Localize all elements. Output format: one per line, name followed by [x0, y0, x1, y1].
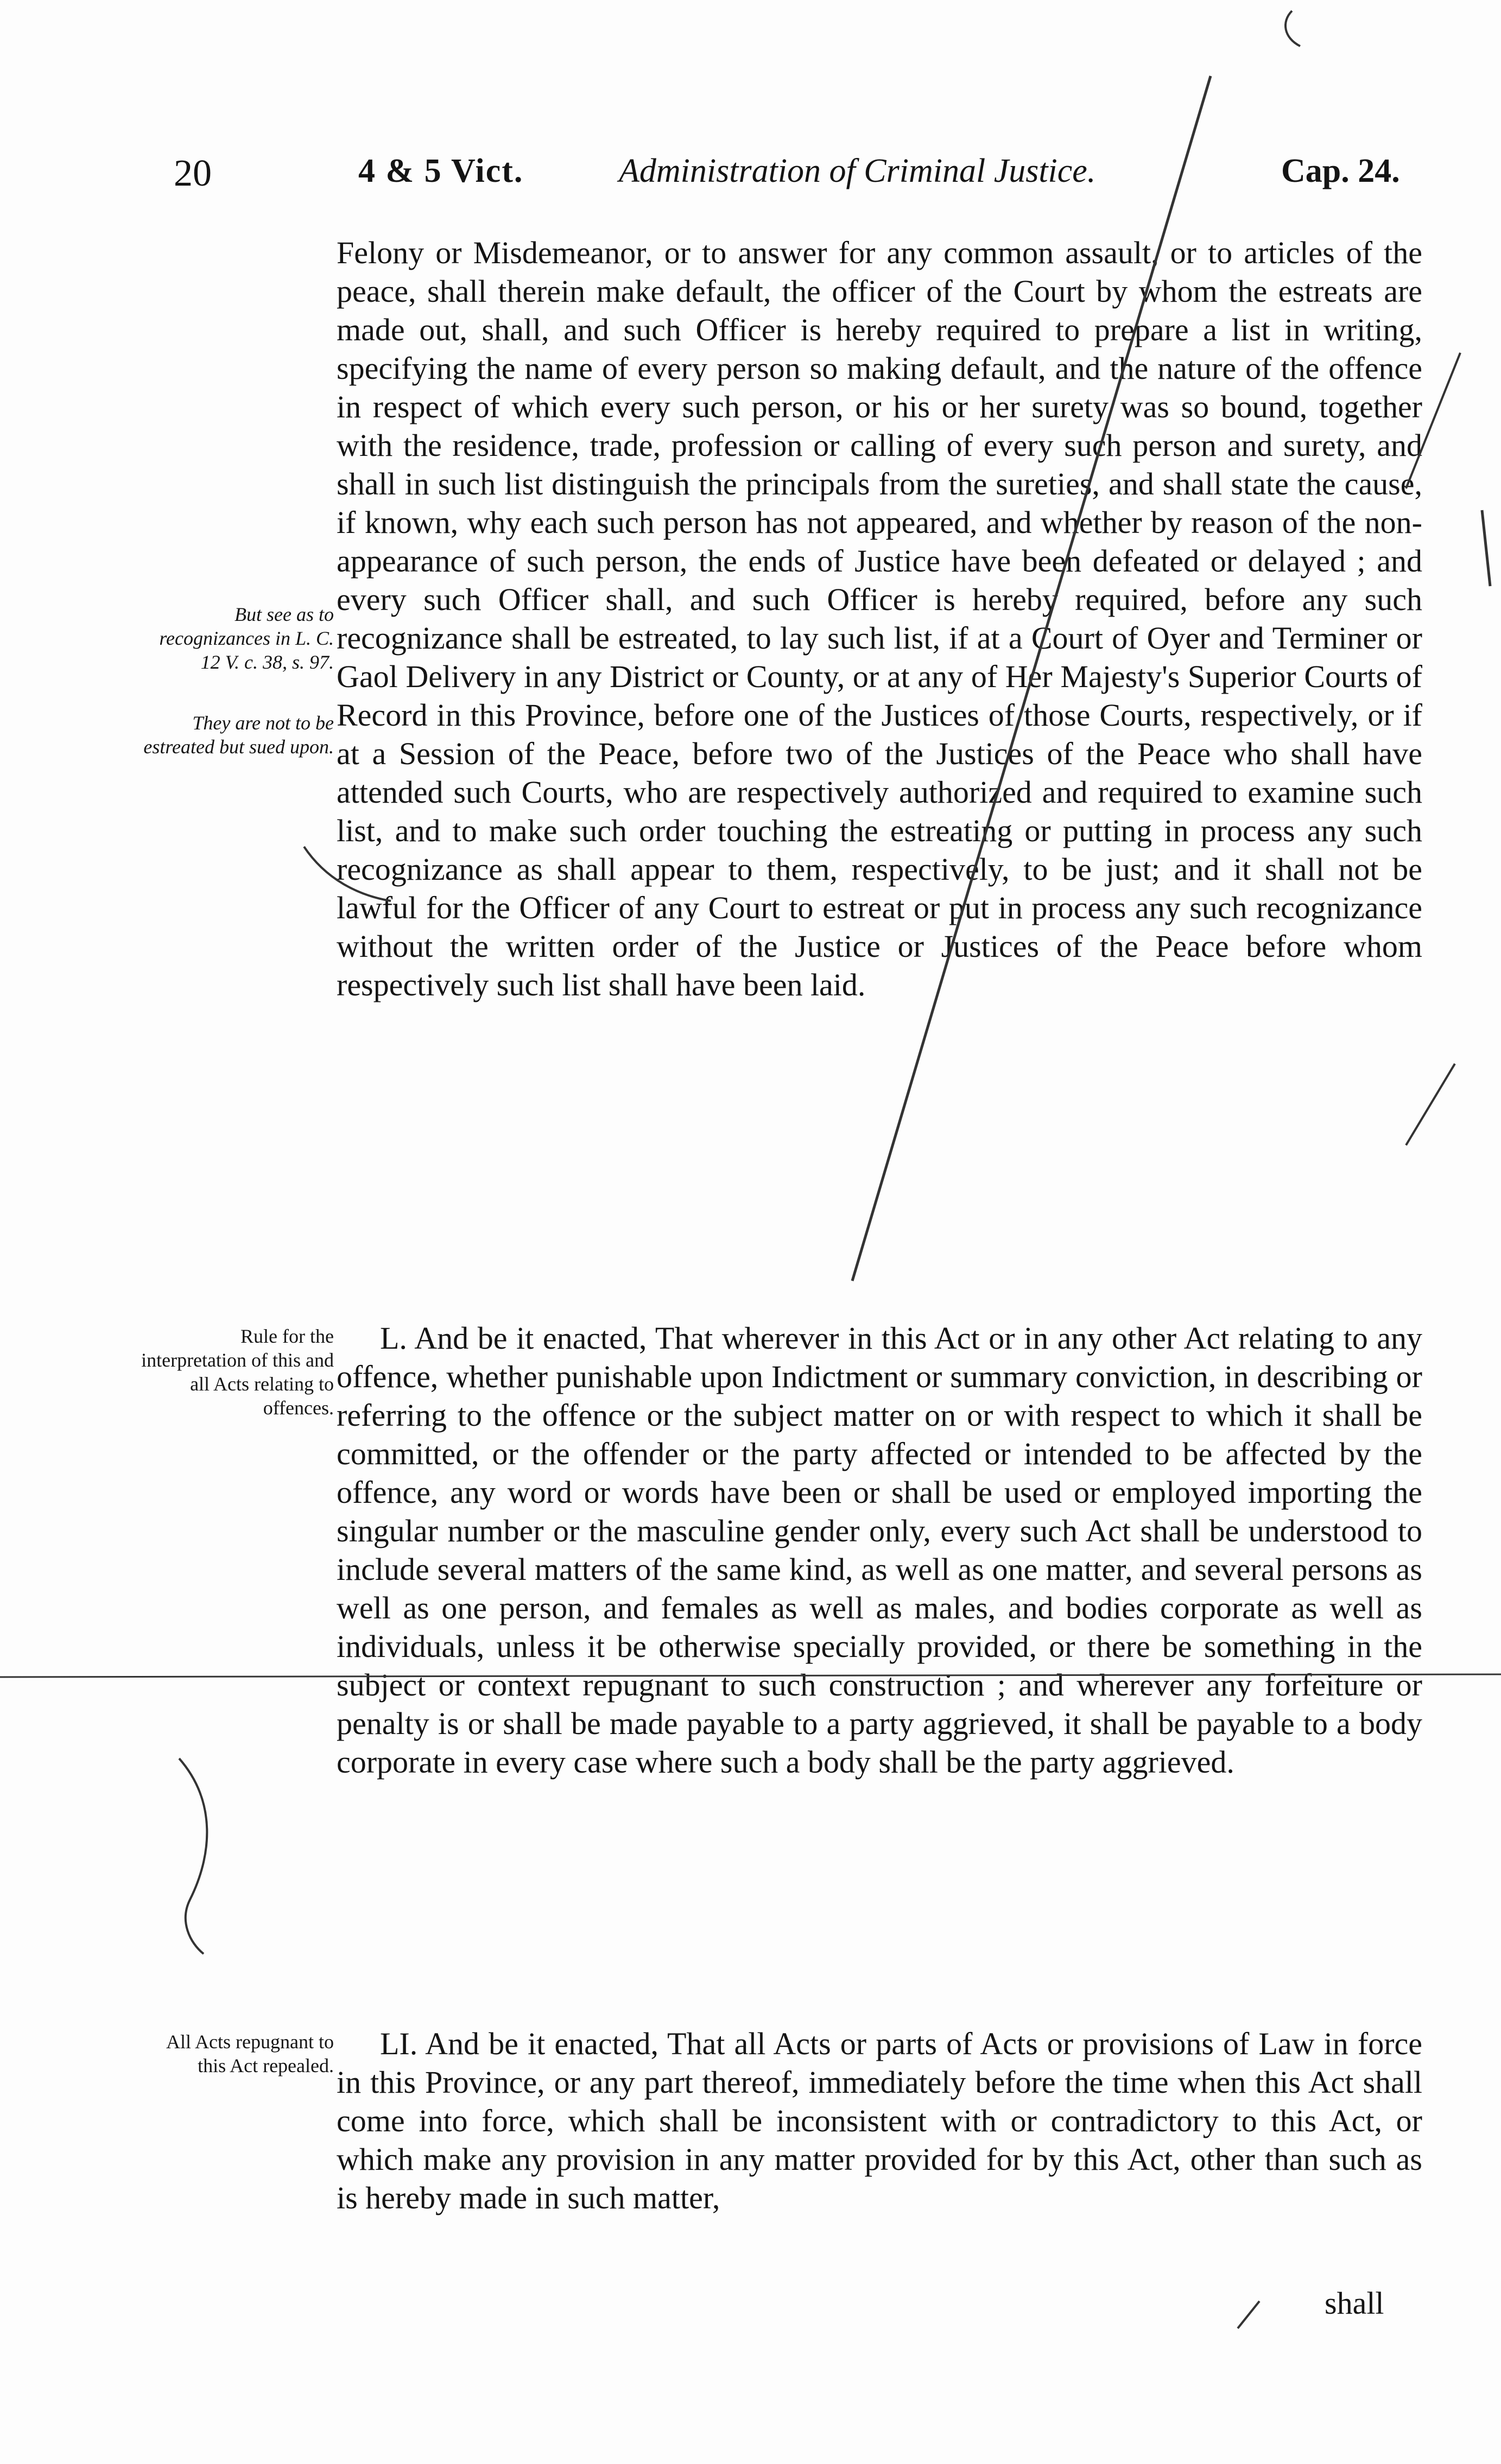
- margin-note-acts-repealed: All Acts repugnant to this Act repealed.: [166, 2031, 334, 2076]
- paragraph-section-50: L. And be it enacted, That wherever in this Act or in any other Act relating to any offence, whether punishable upon Indictment or summary conviction, in describing or referring to the offence or the subject matter on or with respect to which it shall be committed, or the offender or the party affected or intended to be affected by the offence, any word or words have been or shall be used or employed importing the singular number or the masculine gender only, every such Act shall be understood to include several matters of the same kind, as well as one matter, and several persons as well as one person, and females as well as males, and bodies corporate as well as individuals, unless it be otherwise specially provided, or there be something in the subject or context repugnant to such construction ; and wherever any forfeiture or penalty is or shall be made payable to a party aggrieved, it shall be payable to a body corporate in every case where such a body shall be the party aggrieved.: [337, 1320, 1422, 1780]
- regnal-year: 4 & 5 Vict.: [358, 153, 524, 189]
- catchword: shall: [1325, 2285, 1384, 2321]
- right-margin-bar: [1482, 510, 1490, 586]
- right-margin-stroke-middle: [1406, 1064, 1455, 1145]
- margin-note-interpretation: Rule for the interpretation of this and all Acts relating to offences.: [141, 1325, 334, 1419]
- page-header: [163, 152, 1444, 212]
- paragraph-section-51: LI. And be it enacted, That all Acts or parts of Acts or provisions of Law in force in this Province, or any part thereof, immediately before the time when this Act shall come into force, which shall be inconsistent with or contradictory to this Act, or which make any provision in any matter provided for by this Act, other than such as is hereby made in such matter,: [337, 2026, 1422, 2215]
- margin-note-recognizances: But see as to recognizances in L. C. 12 V. c. 38, s. 97.: [159, 604, 334, 673]
- left-wavy-bracket: [179, 1758, 207, 1954]
- page-number: 20: [174, 153, 212, 194]
- chapter-number: Cap. 24.: [1281, 153, 1400, 189]
- paragraph-continuation: Felony or Misdemeanor, or to answer for any common assault, or to articles of the peace, shall therein make default, the officer of the Court by whom the estreats are made out, shall, and such Officer is hereby required to prepare a list in writing, specifying the name of every person so making default, and the nature of the offence in respect of which every such person, or his or her surety was so bound, together with the residence, trade, profession or calling of every such person and surety, and shall in such list distinguish the principals from the sureties, and shall state the cause, if known, why each such person has not appeared, and whether by reason of the non-appearance of such person, the ends of Justice have been defeated or delayed ; and every such Officer shall, and such Officer is hereby required, before any such recognizance shall be estreated, to lay such list, if at a Court of Oyer and Terminer or Gaol Delivery in any District or County, or at any of Her Majesty's Superior Courts of Record in this Province, before one of the Justices of those Courts, respectively, or if at a Session of the Peace, before two of the Justices of the Peace who shall have attended such Courts, who are respectively authorized and required to examine such list, and to make such order touching the estreating or putting in process any such recognizance as shall appear to them, respectively, to be just; and it shall not be lawful for the Officer of any Court to estreat or put in process any such recognizance without the written order of the Justice or Justices of the Peace before whom respectively such list shall have been laid.: [337, 235, 1422, 1002]
- margin-note-not-estreated: They are not to be estreated but sued upon.: [143, 712, 334, 758]
- running-title: Administration of Criminal Justice.: [619, 153, 1096, 189]
- top-corner-mark: [1285, 11, 1300, 46]
- bottom-slash-mark: [1238, 2301, 1259, 2328]
